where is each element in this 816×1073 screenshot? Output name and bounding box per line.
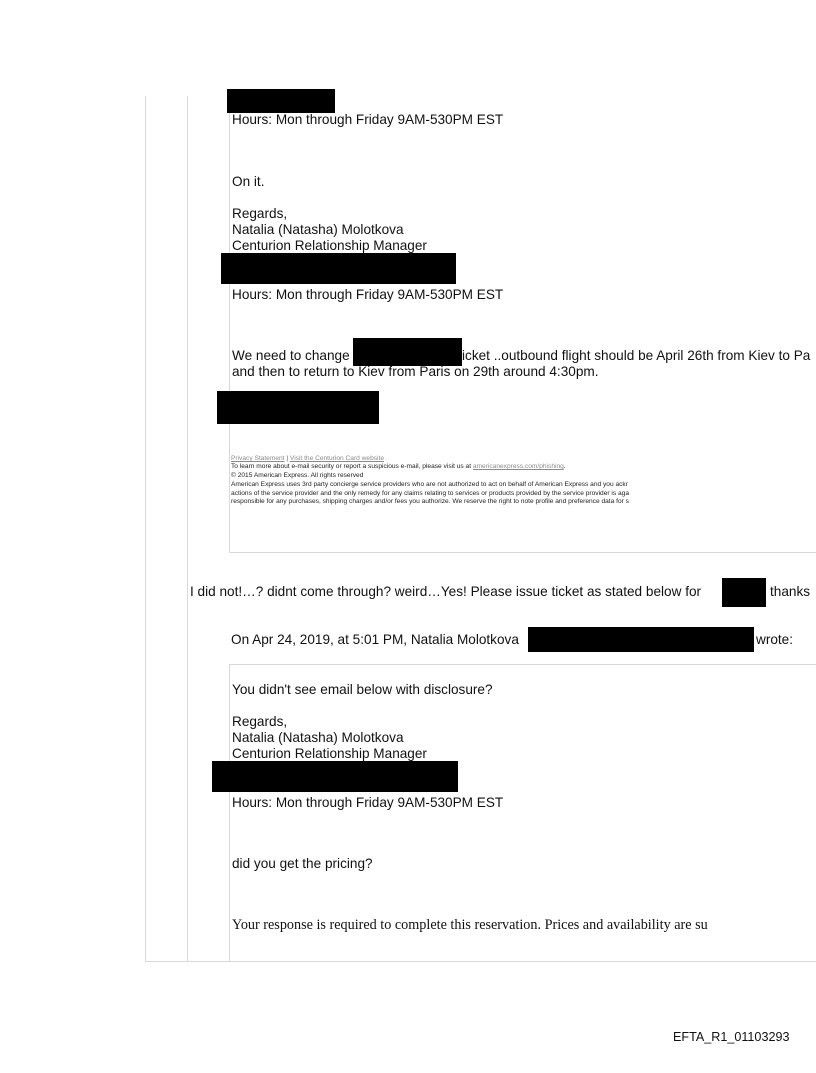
disclaimer-line-3: responsible for any purchases, shipping charges and/or fees you authorize. We reserve the right to note profile and preference data for s xyxy=(231,498,629,505)
reply-suffix: thanks xyxy=(770,584,811,599)
quote-border-outer xyxy=(145,96,146,962)
footer-links-row xyxy=(231,455,384,463)
disclaimer-line-1: American Express uses 3rd party concierge service providers who are not authorized to act on behalf of American Express and you ackr xyxy=(231,481,628,488)
quote-header-suffix: wrote: xyxy=(756,632,794,647)
centurion-website-link[interactable]: Visit the Centurion Card website xyxy=(289,455,384,462)
message-text: You didn't see email below with disclosure? xyxy=(232,682,493,697)
message-text: On it. xyxy=(232,174,265,189)
quote-divider-bottom xyxy=(145,961,816,962)
signature-title: Centurion Relationship Manager xyxy=(232,746,427,761)
quote-border-middle xyxy=(187,96,188,962)
hours-text: Hours: Mon through Friday 9AM-530PM EST xyxy=(232,112,504,127)
footer-separator: | xyxy=(286,455,289,462)
hours-text: Hours: Mon through Friday 9AM-530PM EST xyxy=(232,795,504,810)
hours-text: Hours: Mon through Friday 9AM-530PM EST xyxy=(232,287,504,302)
regards-text: Regards, xyxy=(232,714,288,729)
redaction-box xyxy=(217,391,379,424)
request-line-2: and then to return to Kiev from Paris on 29th around 4:30pm. xyxy=(232,364,599,379)
quote-header-text: On Apr 24, 2019, at 5:01 PM, Natalia Molotkova xyxy=(231,632,519,647)
signature-name: Natalia (Natasha) Molotkova xyxy=(232,222,404,237)
security-line xyxy=(231,463,566,471)
request-line-suffix: icket ..outbound flight should be April 26th from Kiev to Pa xyxy=(462,348,811,363)
copyright-text: © 2015 American Express. All rights reserved xyxy=(231,472,364,479)
disclaimer-line-2: actions of the service provider and the only remedy for any claims relating to services or products provided by the service provider is aga xyxy=(231,490,630,497)
regards-text: Regards, xyxy=(232,206,288,221)
redaction-box xyxy=(528,627,754,652)
response-required-text: Your response is required to complete this reservation. Prices and availability are su xyxy=(232,917,708,933)
redaction-box xyxy=(353,338,462,366)
question-text: did you get the pricing? xyxy=(232,856,373,871)
quote-border-inner-bottom xyxy=(229,664,230,962)
redaction-box xyxy=(227,89,335,113)
signature-name: Natalia (Natasha) Molotkova xyxy=(232,730,404,745)
privacy-statement-link[interactable]: Privacy Statement xyxy=(231,455,285,462)
reply-text: I did not!…? didnt come through? weird…Yes! Please issue ticket as stated below for xyxy=(190,584,702,599)
phishing-link[interactable]: americanexpress.com/phishing xyxy=(472,463,564,470)
quote-divider-header xyxy=(229,664,816,665)
quote-divider-footer xyxy=(229,552,816,553)
request-line-prefix: We need to change xyxy=(232,348,350,363)
security-line-text: To learn more about e-mail security or report a suspicious e-mail, please visit us at xyxy=(231,463,472,470)
redaction-box xyxy=(722,578,766,607)
signature-title: Centurion Relationship Manager xyxy=(232,238,427,253)
redaction-box xyxy=(212,761,458,792)
security-line-end: . xyxy=(563,463,566,470)
redaction-box xyxy=(221,253,456,284)
quote-border-inner-top xyxy=(229,96,230,552)
document-id: EFTA_R1_01103293 xyxy=(673,1030,790,1044)
